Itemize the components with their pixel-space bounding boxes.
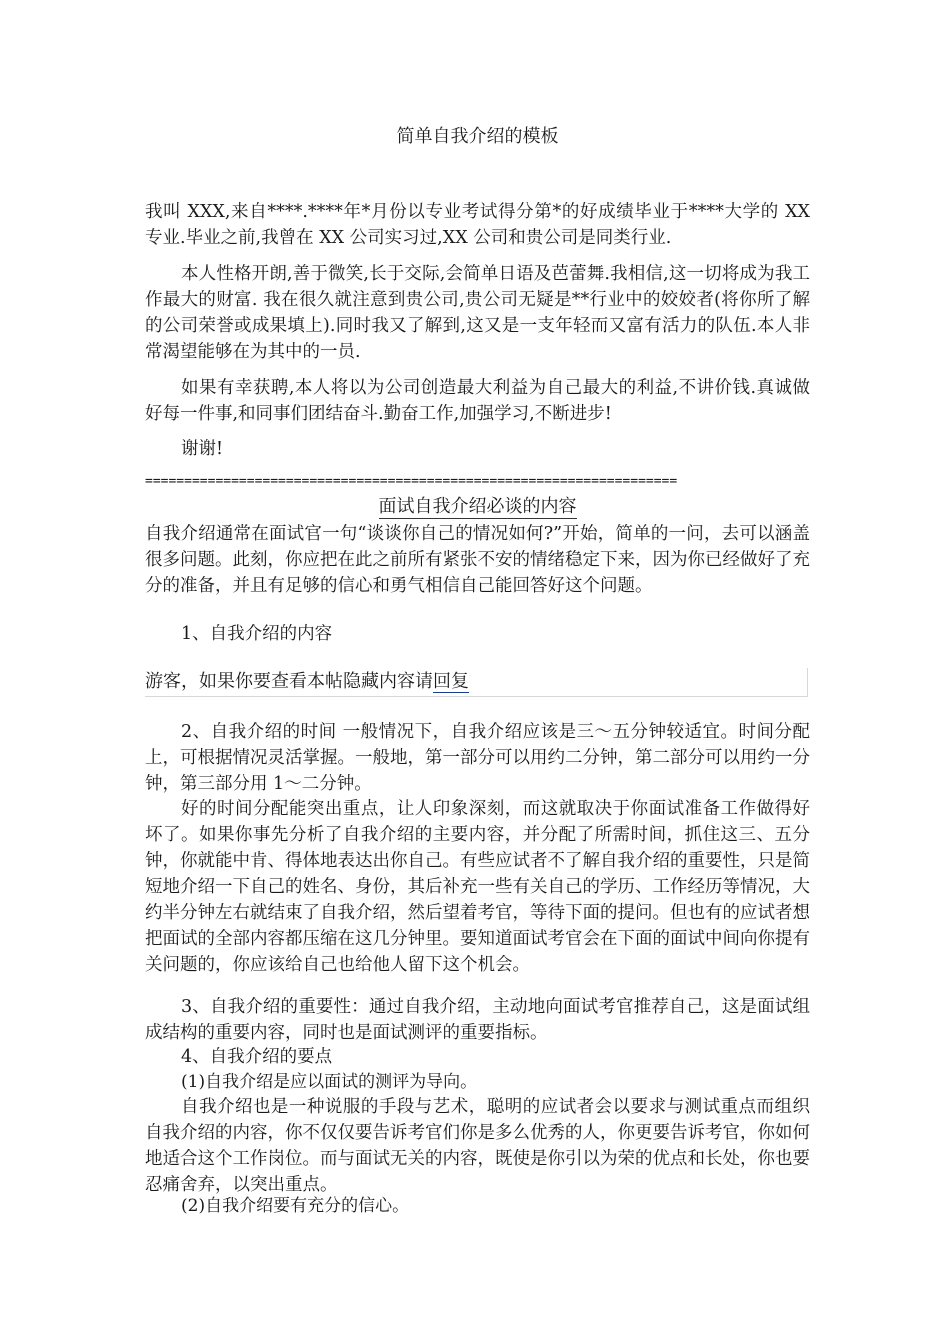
- item-heading: 1、自我介绍的内容: [181, 624, 333, 644]
- intro-paragraph: 我叫 XXX,来自****.****年*月份以专业考试得分第*的好成绩毕业于****大学的 XX 专业.毕业之前,我曾在 XX 公司实习过,XX 公司和贵公司是同类行业.: [145, 202, 810, 248]
- intro-paragraph: 如果有幸获聘,本人将以为公司创造最大利益为自己最大的利益,不讲价钱.真诚做好每一件事,和同事们团结奋斗.勤奋工作,加强学习,不断进步!: [145, 378, 810, 424]
- body-paragraph: 3、自我介绍的重要性：通过自我介绍，主动地向面试考官推荐自己，这是面试组成结构的重要内容，同时也是面试测评的重要指标。: [145, 997, 810, 1043]
- document-title: 简单自我介绍的模板: [396, 126, 559, 147]
- body-paragraph: 好的时间分配能突出重点，让人印象深刻，而这就取决于你面试准备工作做得好坏了。如果你事先分析了自我介绍的主要内容，并分配了所需时间，抓住这三、五分钟，你就能中肯、得体地表达出你自己。有些应试者不了解自我介绍的重要性，只是简短地介绍一下自己的姓名、身份，其后补充一些有关自己的学历、工作经历等情况，大约半分钟左右就结束了自我介绍，然后望着考官，等待下面的提问。但也有的应试者想把面试的全部内容都压缩在这几分钟里。要知道面试考官会在下面的面试中间向你提有关问题的，你应该给自己也给他人留下这个机会。: [145, 799, 810, 975]
- section-title-text: 面试自我介绍必谈的内容: [378, 496, 577, 517]
- hidden-content-notice: [145, 668, 808, 697]
- reply-link[interactable]: 回复: [433, 671, 469, 692]
- thanks-text: 谢谢!: [181, 439, 224, 459]
- body-paragraph: 2、自我介绍的时间 一般情况下，自我介绍应该是三～五分钟较适宜。时间分配上，可根据情况灵活掌握。一般地，第一部分可以用约二分钟，第二部分可以用约一分钟，第三部分用 1～二分钟。: [145, 722, 810, 794]
- item-heading: 4、自我介绍的要点: [181, 1047, 333, 1067]
- sub-item-heading: (1)自我介绍是应以面试的测评为导向。: [181, 1072, 478, 1092]
- section-title: [145, 494, 810, 520]
- body-paragraph: 自我介绍也是一种说服的手段与艺术，聪明的应试者会以要求与测试重点而组织自我介绍的内容，你不仅仅要告诉考官们你是多么优秀的人，你更要告诉考官，你如何地适合这个工作岗位。而与面试无关的内容，既使是你引以为荣的优点和长处，你也要忍痛舍弃，以突出重点。: [145, 1097, 810, 1195]
- divider-line: ====================================================================: [145, 474, 678, 489]
- intro-paragraph: 本人性格开朗,善于微笑,长于交际,会简单日语及芭蕾舞.我相信,这一切将成为我工作最大的财富. 我在很久就注意到贵公司,贵公司无疑是**行业中的姣姣者(将你所了解的公司荣誉或成果填上).同时我又了解到,这又是一支年轻而又富有活力的队伍.本人非常渴望能够在为其中的一员.: [145, 264, 810, 362]
- hidden-notice-text: 游客，如果你要查看本帖隐藏内容请: [145, 671, 433, 692]
- sub-item-heading: (2)自我介绍要有充分的信心。: [181, 1196, 410, 1216]
- section-intro-paragraph: 自我介绍通常在面试官一句“谈谈你自己的情况如何?”开始，简单的一问，去可以涵盖很多问题。此刻，你应把在此之前所有紧张不安的情绪稳定下来，因为你已经做好了充分的准备，并且有足够的信心和勇气相信自己能回答好这个问题。: [145, 524, 810, 596]
